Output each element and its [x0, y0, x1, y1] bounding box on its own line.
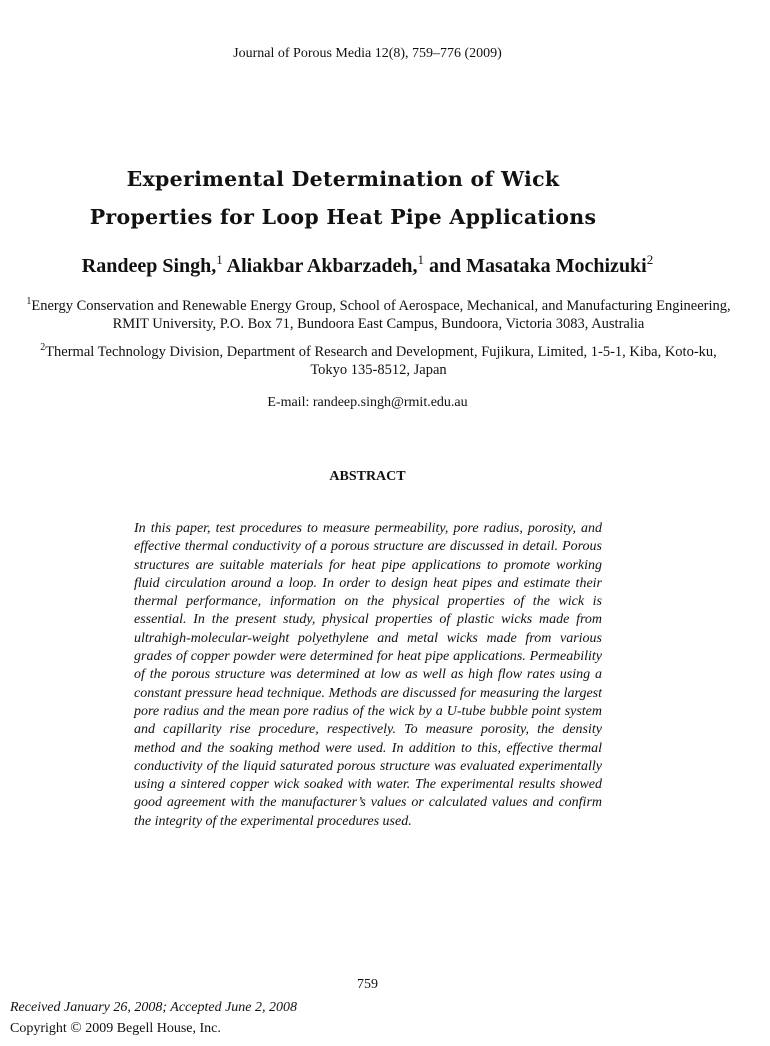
affiliation-marker: 1: [26, 296, 32, 307]
copyright-text: 2009 Begell House, Inc.: [85, 1021, 221, 1036]
affiliation-text: Thermal Technology Division, Department of Research and Development, Fujikura, Limited, 1-5-1, Kiba, Koto-ku, Tokyo 135-8512, Japan: [45, 344, 717, 378]
author-name: and Masataka Mochizuki: [428, 255, 647, 277]
copyright-notice: [10, 1020, 221, 1037]
title-line-2: Properties for Loop Heat Pipe Applications: [89, 205, 597, 229]
author-name: Randeep Singh,: [81, 255, 217, 277]
affiliation-2: [22, 343, 735, 379]
copyright-symbol: ©: [70, 1020, 82, 1036]
affiliation-marker: 2: [646, 252, 654, 267]
author-name: Aliakbar Akbarzadeh,: [226, 255, 418, 277]
received-accepted-dates: Received January 26, 2008; Accepted June 2, 2008: [10, 1000, 298, 1015]
abstract-text: In this paper, test procedures to measure permeability, pore radius, porosity, and effective thermal conductivity of a porous structure are discussed in detail. Porous structures are suitable materials for heat pipe applications to promote working fluid circulation around a loop. In order to design heat pipes and estimate their thermal performance, information on the physical properties of the wick is essential. In the present study, physical properties of plastic wicks made from ultrahigh-molecular-weight polyethylene and metal wicks made from various grades of copper powder were determined for heat pipe applications. Permeability of the porous structure was determined at low as well as high flow rates using a constant pressure head technique. Methods are discussed for measuring the largest pore radius and the mean pore radius of the wick by a U-tube bubble point system and capillarity rise procedure, respectively. To measure porosity, the density method and the soaking method were used. In addition to this, effective thermal conductivity of the liquid saturated porous structure was evaluated experimentally using a sintered copper wick soaked with water. The experimental results showed good agreement with the manufacturer’s values or calculated values and confirm the integrity of the experimental procedures used.: [134, 521, 602, 829]
copyright-prefix: Copyright: [10, 1021, 67, 1036]
affiliation-text: Energy Conservation and Renewable Energy Group, School of Aerospace, Mechanical, and Manufacturing Engineering, RMIT University, P.O. Box 71, Bundoora East Campus, Bundoora, Victoria 3083, Australia: [31, 298, 731, 332]
affiliation-marker: 1: [216, 252, 223, 267]
author-list: [0, 252, 735, 278]
affiliation-marker: 2: [40, 342, 46, 353]
affiliation-1: [22, 297, 735, 333]
affiliation-marker: 1: [417, 252, 424, 267]
contact-email: E-mail: randeep.singh@rmit.edu.au: [267, 395, 468, 410]
abstract-heading: ABSTRACT: [329, 469, 406, 484]
paper-title: [0, 160, 686, 236]
page-number: 759: [357, 977, 378, 992]
journal-header: Journal of Porous Media 12(8), 759–776 (2009): [233, 46, 502, 61]
title-line-1: Experimental Determination of Wick: [126, 167, 560, 191]
